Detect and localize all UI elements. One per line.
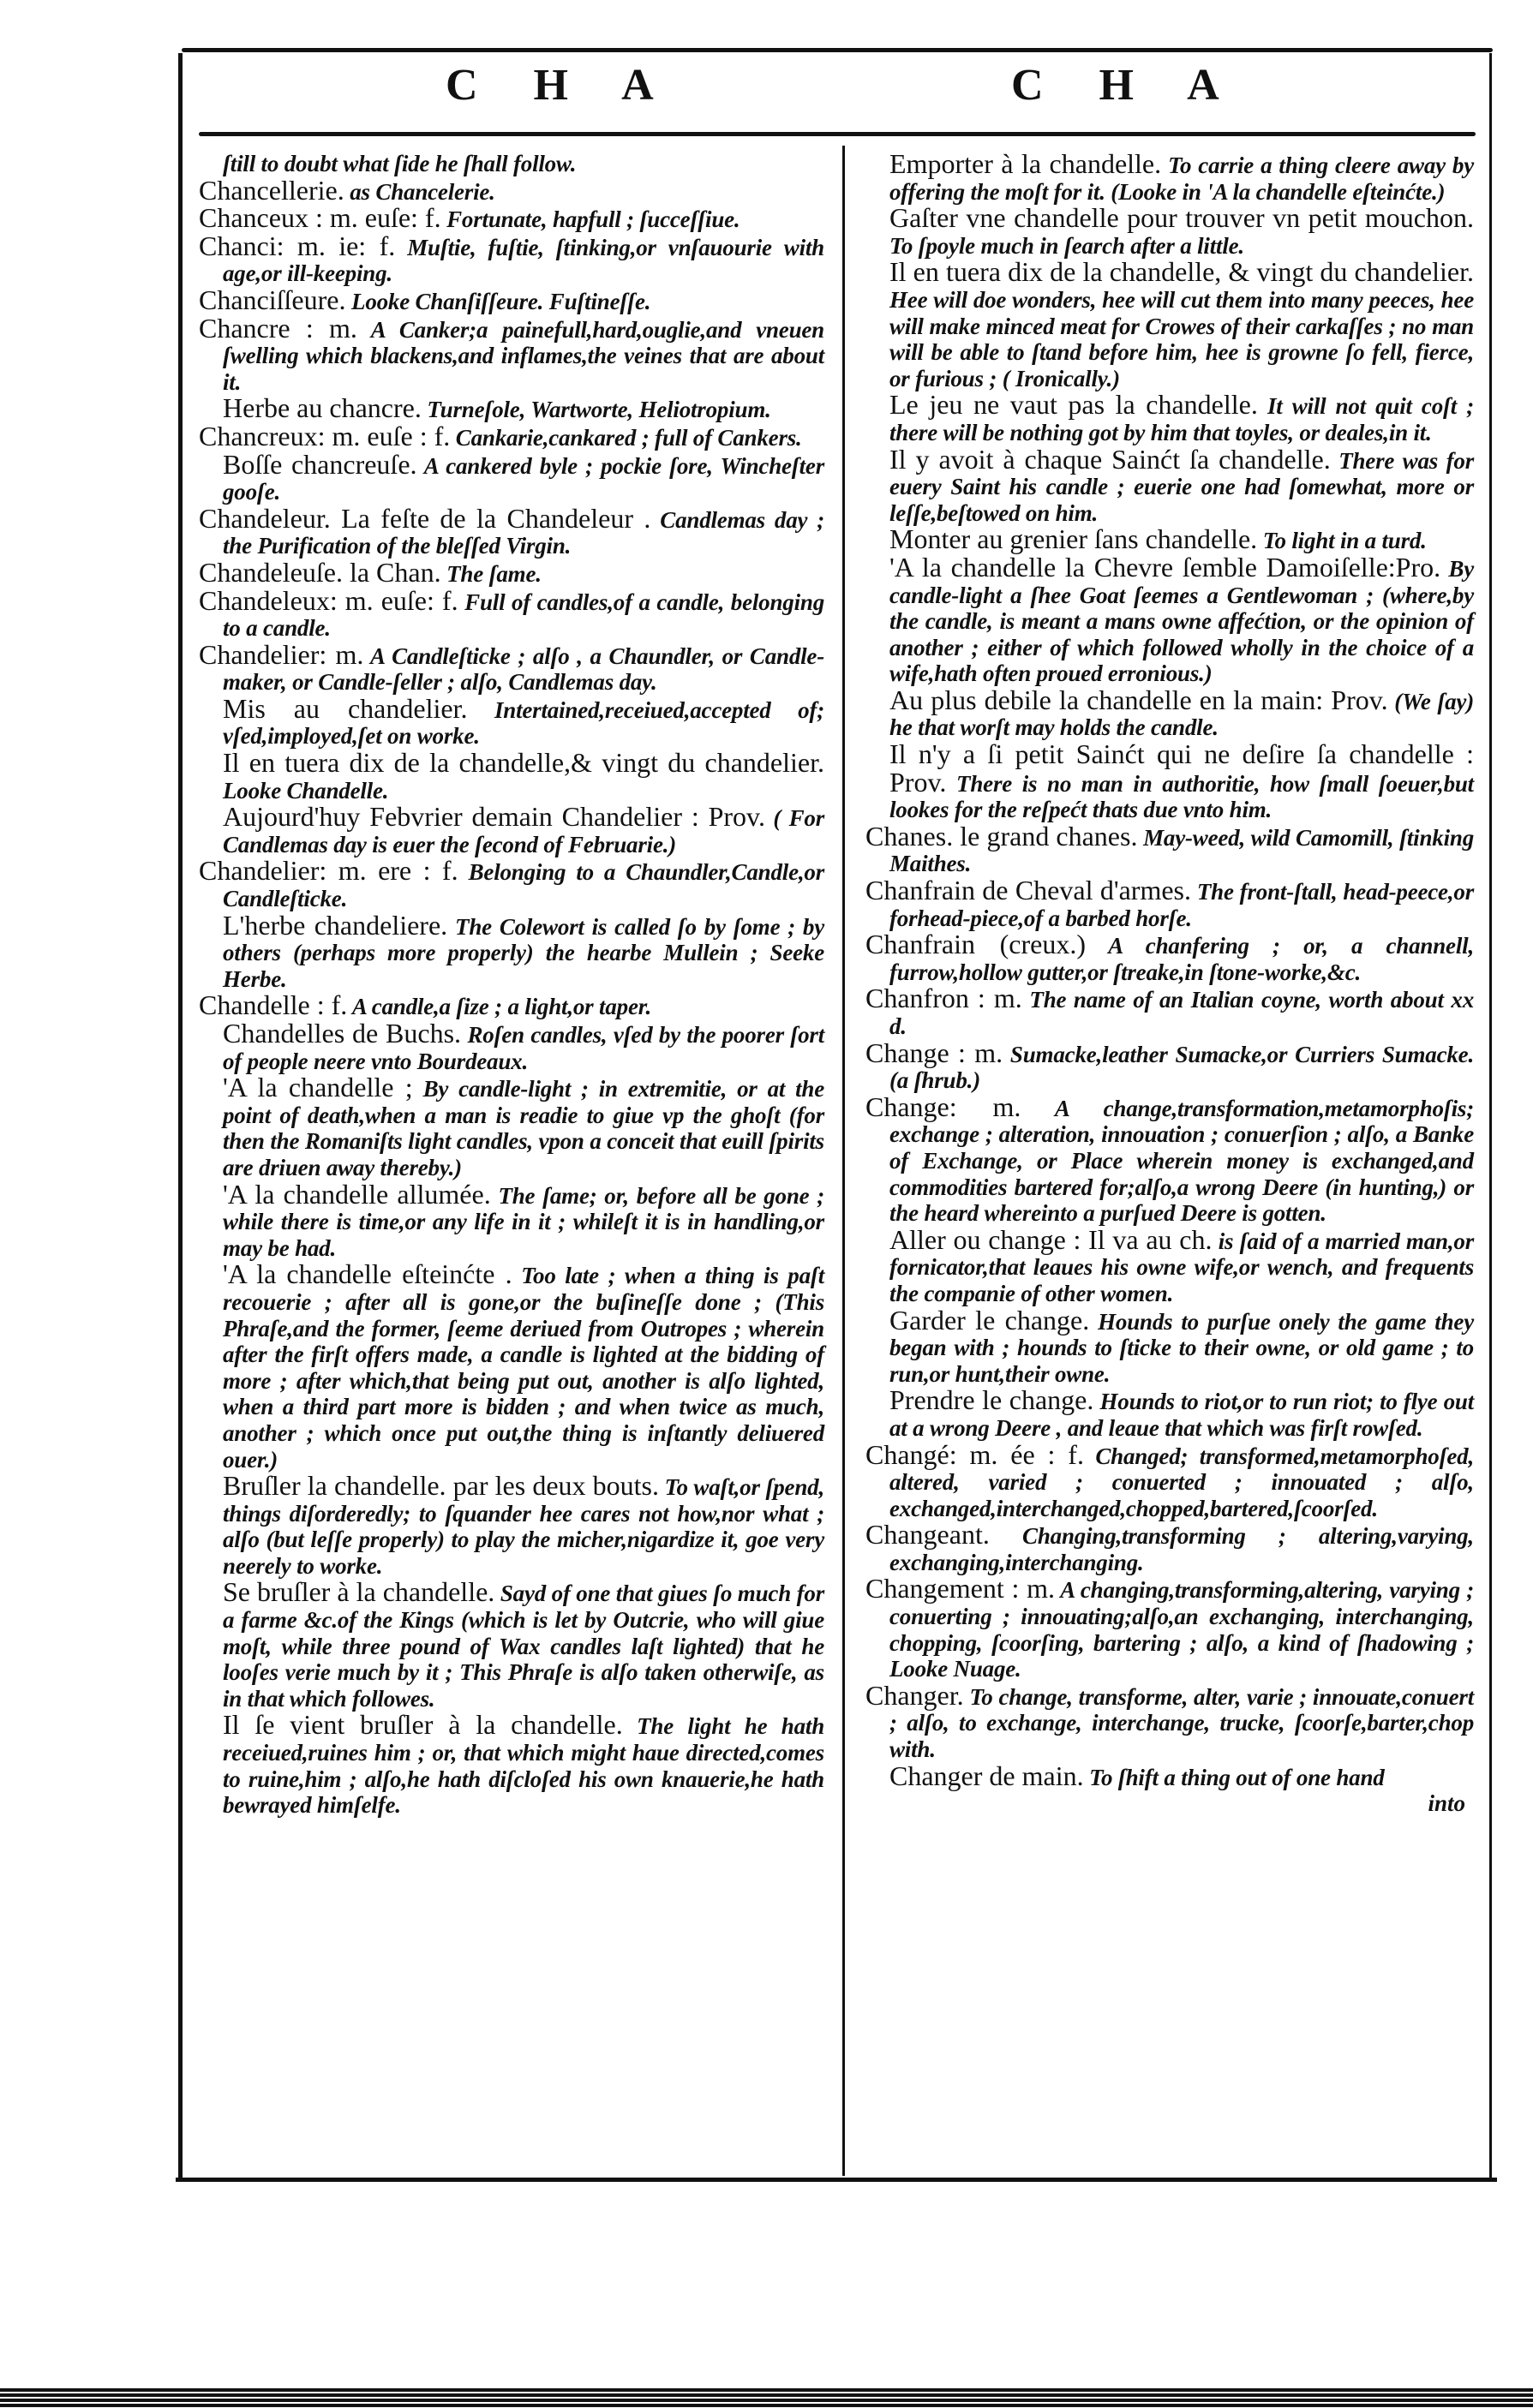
definition: To waſt,or ſpend, things diſorderedly; to ſquander hee cares not how,nor what ; alſo (but leſſe properly) to play the micher,nigardize it, goe very neerely to worke. <box>223 1474 824 1579</box>
headword: Chandelles de Buchs. <box>223 1018 462 1049</box>
definition: By candle-light a ſhee Goat ſeemes a Gentlewoman ; (where,by the candle, is meant a mans owne affećtion, or the opinion of another ; either of which followed wholly in the choice of a wife,hath often proued erronious.) <box>889 555 1474 687</box>
definition: Looke Chanſiſſeure. Fuſtineſſe. <box>345 288 651 314</box>
headword: Change: m. <box>865 1090 1021 1122</box>
dictionary-subentry <box>199 801 824 857</box>
dictionary-entry <box>199 174 824 206</box>
headword: Changement : m. <box>865 1573 1055 1604</box>
definition: The name of an Italian coyne, worth about xx d. <box>889 987 1474 1039</box>
definition: To carrie a thing cleere away by offering the moſt for it. (Looke in 'A la chandelle eſteinćte.) <box>889 152 1475 205</box>
definition: To ſhift a thing out of one hand <box>1083 1764 1385 1790</box>
definition: Hounds to riot,or to run riot; to flye out at a wrong Deere , and leaue that which was firſt rowſed. <box>889 1389 1475 1441</box>
dictionary-subentry <box>199 1178 824 1262</box>
headword: Changé: m. ée : f. <box>865 1438 1084 1470</box>
definition: The Colewort is called ſo by ſome ; by others (perhaps more properly) the hearbe Mullein ; Seeke Herbe. <box>223 913 824 992</box>
headword: Prendre le change. <box>889 1384 1094 1416</box>
dictionary-entry <box>865 877 1474 931</box>
headword: Changer. <box>865 1679 964 1711</box>
dictionary-subentry <box>199 1074 824 1180</box>
definition: There is no man in authoritie, how ſmall ſoeuer,but lookes for the reſpećt thats due vnto him. <box>889 770 1474 823</box>
headword: Boſſe chancreuſe. <box>223 448 417 480</box>
dictionary-entry <box>865 985 1474 1039</box>
definition: To light in a turd. <box>1257 528 1427 554</box>
page-frame-top-rule <box>182 48 1493 52</box>
dictionary-subentry <box>199 1470 824 1579</box>
headword: Garder le change. <box>889 1304 1090 1335</box>
definition: A Canker;a painefull,hard,ouglie,and vneuen ſwelling which blackens,and inflames,the veines that are about it. <box>223 316 825 395</box>
headword: Changer de main. <box>889 1760 1084 1791</box>
dictionary-entry <box>865 1679 1474 1763</box>
definition: Cankarie,cankared ; full of Cankers. <box>450 424 802 451</box>
dictionary-subentry <box>865 443 1474 527</box>
dictionary-entry <box>865 1037 1475 1094</box>
dictionary-subentry <box>865 202 1474 259</box>
dictionary-subentry <box>199 909 824 993</box>
definition: Hounds to purſue onely the game they began with ; hounds to ſticke to their owne, or old game ; to run,or hunt,their owne. <box>889 1308 1474 1387</box>
definition: To ſpoyle much in ſearch after a little. <box>889 232 1244 259</box>
dictionary-entry <box>199 584 824 642</box>
definition: Roſen candles, vſed by the poorer ſort of people neere vnto Bourdeaux. <box>223 1022 825 1074</box>
dictionary-subentry <box>199 1258 824 1473</box>
definition: Hee will doe wonders, hee will cut them into many peeces, hee will make minced meat for Crowes of their carkaſſes ; no man will be able to ſtand before him, hee is growne ſo fell, fierce, or furious ; ( Ironically.) <box>889 286 1474 391</box>
headword: Au plus debile la chandelle en la main: Prov. <box>889 684 1388 715</box>
dictionary-entry <box>865 1090 1475 1227</box>
dictionary-subentry <box>199 448 824 505</box>
headword: Chancellerie. <box>199 174 344 206</box>
running-head-rule <box>199 132 1476 136</box>
dictionary-subentry <box>865 256 1474 391</box>
headword: Chandelier: m. <box>199 638 364 670</box>
dictionary-entry <box>199 202 824 234</box>
headword: Chanciſſeure. <box>199 284 346 315</box>
definition: The ſame. <box>440 560 542 587</box>
definition: A changing,transforming,altering, varying ; conuerting ; innouating;alſo,an exchanging, interchanging, chopping, ſcoorſing, bartering ; alſo, a kind of ſhadowing ; Looke Nuage. <box>889 1577 1475 1682</box>
entry-continuation <box>199 151 824 177</box>
headword: Aujourd'huy Febvrier demain Chandelier : Prov. <box>223 801 765 833</box>
dictionary-entry <box>865 1438 1475 1522</box>
headword: Changeant. <box>865 1519 990 1551</box>
dictionary-entry <box>865 1575 1474 1682</box>
page-frame-left-rule <box>178 53 183 2178</box>
headword: Il en tuera dix de la chandelle, & vingt du chandelier. <box>889 256 1474 288</box>
right-column <box>865 148 1475 1817</box>
headword: Il n'y a ſi petit Sainćt qui ne deſire ſa chandelle : Prov. <box>889 738 1474 798</box>
dictionary-subentry <box>865 684 1474 741</box>
headword: Chandeleur. La feſte de la Chandeleur . <box>199 502 651 534</box>
page-frame-right-rule <box>1489 53 1492 2178</box>
headword: Il en tuera dix de la chandelle,& vingt du chandelier. <box>223 747 824 779</box>
definition: The ſame; or, before all be gone ; while there is time,or any life in it ; whileſt it is in handling,or may be had. <box>223 1182 824 1261</box>
dictionary-subentry <box>199 1020 824 1074</box>
headword: 'A la chandelle allumée. <box>223 1178 491 1210</box>
running-head-right: C H A <box>1011 61 1242 110</box>
definition: A chanfering ; or, a channell, furrow,hollow gutter,or ſtreake,in ſtone-worke,&c. <box>889 933 1474 985</box>
definition: (We ſay) he that worſt may holds the candle. <box>889 688 1474 741</box>
headword: Chanfrain (creux.) <box>865 929 1087 960</box>
dictionary-subentry <box>865 1304 1474 1388</box>
headword: 'A la chandelle eſteinćte . <box>223 1258 512 1290</box>
headword: L'herbe chandeliere. <box>223 909 448 941</box>
definition: Muſtie, fuſtie, ſtinking,or vnſauourie with age,or ill-keeping. <box>223 234 824 287</box>
dictionary-entry <box>865 1521 1474 1575</box>
dictionary-subentry <box>865 551 1474 687</box>
definition: Changing,transforming ; altering,varying, exchanging,interchanging. <box>889 1523 1474 1575</box>
definition: A candle,a ſize ; a light,or taper. <box>347 994 652 1020</box>
definition: To change, transforme, alter, varie ; innouate,conuert ; alſo, to exchange, interchange, trucke, ſcoorſe,barter,chop with. <box>889 1683 1474 1763</box>
definition: Looke Chandelle. <box>223 777 389 804</box>
headword: Chanfrain de Cheval d'armes. <box>865 875 1191 906</box>
definition: Full of candles,of a candle, belonging to a candle. <box>223 589 824 642</box>
definition: as Chancelerie. <box>344 178 495 205</box>
dictionary-entry <box>199 556 824 588</box>
dictionary-subentry <box>199 1576 824 1712</box>
dictionary-subentry <box>865 391 1474 445</box>
definition: Too late ; when a thing is paſt recouerie ; after all is gone,or the buſineſſe done ; (This Phraſe,and the former, ſeeme deriued from Outropes ; wherein after the firſt offers made, a candle is lighted at the bidding of more ; after which,that being put out, another is alſo lighted, when a third part more is bidden ; and when twice as much, another ; which once put out,the thing is inſtantly deliuered ouer.) <box>223 1263 824 1473</box>
running-head-left: C H A <box>446 61 676 110</box>
dictionary-subentry <box>199 392 824 424</box>
dictionary-entry <box>865 820 1475 877</box>
headword: Le jeu ne vaut pas la chandelle. <box>889 389 1258 421</box>
dictionary-subentry <box>865 1223 1475 1307</box>
dictionary-entry <box>199 420 824 451</box>
dictionary-entry <box>199 312 825 396</box>
definition: Sumacke,leather Sumacke,or Curriers Sumacke.(a ſhrub.) <box>889 1041 1475 1094</box>
definition: A Candleſticke ; alſo , a Chaundler, or Candle-maker, or Candle-ſeller ; alſo, Candlemas day. <box>223 642 824 696</box>
definition: The front-ſtall, head-peece,or forhead-piece,of a barbed horſe. <box>889 879 1475 931</box>
definition: A cankered byle ; pockie ſore, Wincheſter gooſe. <box>223 452 824 505</box>
dictionary-subentry <box>865 1760 1474 1791</box>
dictionary-entry <box>199 284 824 315</box>
headword: Chanfron : m. <box>865 983 1022 1014</box>
definition: It will not quit coſt ; there will be nothing got by him that toyles, or deales,in it. <box>889 393 1474 445</box>
left-column <box>199 151 824 1819</box>
definition: May-weed, wild Camomill, ſtinking Maithes. <box>889 824 1475 877</box>
headword: Bruſler la chandelle. par les deux bouts. <box>223 1470 659 1502</box>
dictionary-entry <box>199 230 824 287</box>
definition: Turneſole, Wartworte, Heliotropium. <box>421 397 771 423</box>
page-frame-bottom-rule <box>176 2178 1497 2182</box>
definition: By candle-light ; in extremitie, or at the point of death,when a man is readie to giue vp the ghoſt (for then the Romaniſts light candles, vpon a conceit that euill ſpirits are driuen away thereby.) <box>223 1076 824 1180</box>
headword: Herbe au chancre. <box>223 392 422 424</box>
catchword: into <box>1428 1790 1465 1817</box>
headword: Gaſter vne chandelle pour trouver vn petit mouchon. <box>889 202 1474 234</box>
definition: is ſaid of a married man,or fornicator,that leaues his owne wife,or wench, and frequents the companie of other women. <box>889 1228 1475 1306</box>
headword: Chancre : m. <box>199 312 357 344</box>
headword: Chandelle : f. <box>199 989 348 1021</box>
definition: Belonging to a Chaundler,Candle,or Candleſticke. <box>223 859 825 912</box>
headword: Chandeleuſe. la Chan. <box>199 556 441 588</box>
definition: Fortunate, hapfull ; ſucceſſiue. <box>440 206 740 233</box>
headword: Aller ou change : Il va au ch. <box>889 1223 1213 1255</box>
dictionary-subentry <box>199 692 824 750</box>
headword: Chanci: m. ie: f. <box>199 230 396 261</box>
definition: The light he hath receiued,ruines him ; or, that which might haue directed,comes to ruine,him ; alſo,he hath diſcloſed his own knauerie,he hath bewrayed himſelfe. <box>223 1713 825 1819</box>
definition: ſtill to doubt what ſide he ſhall follow. <box>223 151 577 176</box>
definition: Changed; transformed,metamorphoſed, altered, varied ; conuerted ; innouated ; alſo, exchanged,interchanged,chopped,bartered,ſcoorſed. <box>889 1443 1475 1521</box>
headword: Change : m. <box>865 1037 1003 1068</box>
headword: Il ſe vient bruſler à la chandelle. <box>223 1709 623 1741</box>
headword: Chanceux : m. euſe: f. <box>199 202 441 234</box>
headword: Chancreux: m. euſe : f. <box>199 420 451 451</box>
headword: Mis au chandelier. <box>223 692 468 724</box>
dictionary-subentry <box>865 1384 1475 1441</box>
dictionary-entry <box>199 638 824 696</box>
headword: Monter au grenier ſans chandelle. <box>889 523 1258 555</box>
dictionary-entry <box>199 857 824 911</box>
headword: Se bruſler à la chandelle. <box>223 1576 495 1608</box>
dictionary-subentry <box>865 523 1474 555</box>
headword: Chandeleux: m. euſe: f. <box>199 584 458 616</box>
dictionary-entry <box>865 931 1474 985</box>
definition: Candlemas day ; the Purification of the bleſſed Virgin. <box>223 506 824 559</box>
definition: Sayd of one that giues ſo much for a farme &c.of the Kings (which is let by Outcrie, who will giue moſt, while three pound of Wax candles laſt lighted) that he looſes verie much by it ; This Phraſe is alſo taken otherwiſe, as in that which followes. <box>223 1580 824 1712</box>
headword: Emporter à la chandelle. <box>889 148 1162 179</box>
definition: Intertained,receiued,accepted of; vſed,imployed,ſet on worke. <box>223 696 824 750</box>
headword: 'A la chandelle la Chevre ſemble Damoiſelle:Pro. <box>889 551 1441 583</box>
dictionary-subentry <box>865 148 1475 205</box>
column-divider <box>842 146 845 2176</box>
headword: Il y avoit à chaque Sainćt ſa chandelle. <box>889 443 1331 475</box>
page-edge-band <box>0 2388 1533 2408</box>
dictionary-subentry <box>199 1709 825 1819</box>
dictionary-entry <box>199 989 824 1021</box>
dictionary-subentry <box>865 738 1474 823</box>
dictionary-entry <box>199 502 824 559</box>
definition: There was for euery Saint his candle ; euerie one had ſomewhat, more or leſſe,beſtowed on him. <box>889 447 1474 526</box>
definition: A change,transformation,metamorphoſis; exchange ; alteration, innouation ; conuerſion ; alſo, a Banke of Exchange, or Place wherein money is exchanged,and commodities bartered for;alſo,a wrong Deere (in hunting,) or the heard whereinto a purſued Deere is gotten. <box>889 1095 1475 1227</box>
dictionary-subentry <box>199 747 824 804</box>
headword: Chandelier: m. ere : f. <box>199 855 458 887</box>
definition: ( For Candlemas day is euer the ſecond of Februarie.) <box>223 805 824 857</box>
headword: Chanes. le grand chanes. <box>865 820 1138 851</box>
headword: 'A la chandelle ; <box>223 1072 413 1103</box>
